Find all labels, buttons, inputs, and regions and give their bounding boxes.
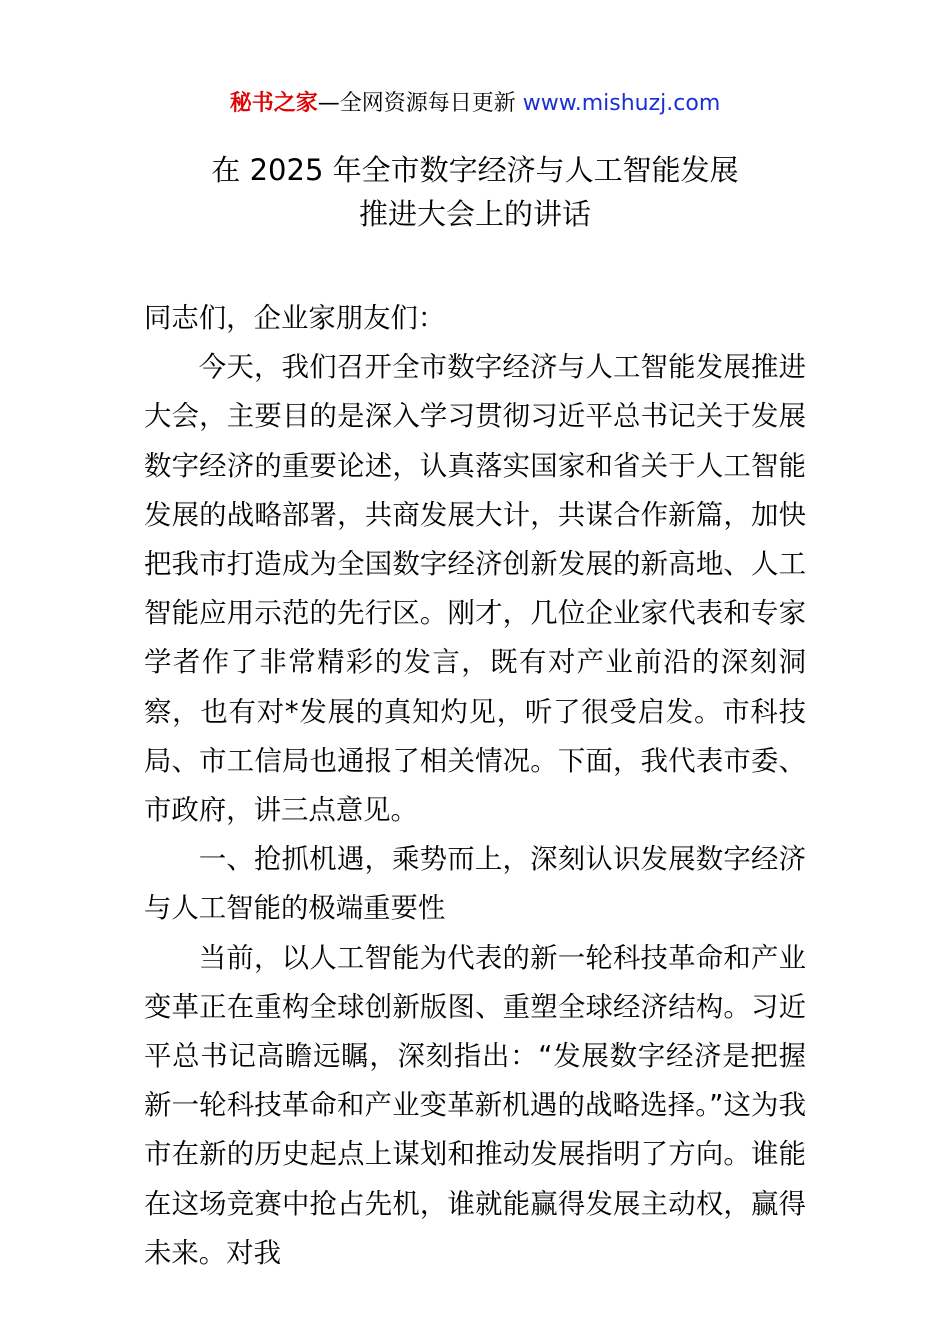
header-tagline: 全网资源每日更新 [339,91,523,116]
paragraph-section-1: 当前，以人工智能为代表的新一轮科技革命和产业变革正在重构全球创新版图、重塑全球经济结构。习近平总书记高瞻远瞩，深刻指出：“发展数字经济是把握新一轮科技革命和产业变革新机遇的战略选择。”这为我市在新的历史起点上谋划和推动发展指明了方向。谁能在这场竞赛中抢占先机，谁就能赢得发展主动权，赢得未来。对我 [144,942,806,1269]
site-url-link[interactable]: www.mishuzj.com [522,91,721,116]
title-line-1: 在 2025 年全市数字经济与人工智能发展 [211,153,739,187]
site-header [0,88,950,120]
header-separator: — [317,91,340,116]
title-line-2: 推进大会上的讲话 [358,197,591,231]
paragraph-opening: 今天，我们召开全市数字经济与人工智能发展推进大会，主要目的是深入学习贯彻习近平总书记关于发展数字经济的重要论述，认真落实国家和省关于人工智能发展的战略部署，共商发展大计，共谋合作新篇，加快把我市打造成为全国数字经济创新发展的新高地、人工智能应用示范的先行区。刚才，几位企业家代表和专家学者作了非常精彩的发言，既有对产业前沿的深刻洞察，也有对*发展的真知灼见，听了很受启发。市科技局、市工信局也通报了相关情况。下面，我代表市委、市政府，讲三点意见。 [144,352,806,827]
brand-name: 秘书之家 [229,91,318,116]
document-body [144,294,806,1278]
section-heading-1: 一、抢抓机遇，乘势而上，深刻认识发展数字经济与人工智能的极端重要性 [144,844,806,925]
document-title [0,148,950,236]
greeting: 同志们，企业家朋友们： [144,303,446,334]
